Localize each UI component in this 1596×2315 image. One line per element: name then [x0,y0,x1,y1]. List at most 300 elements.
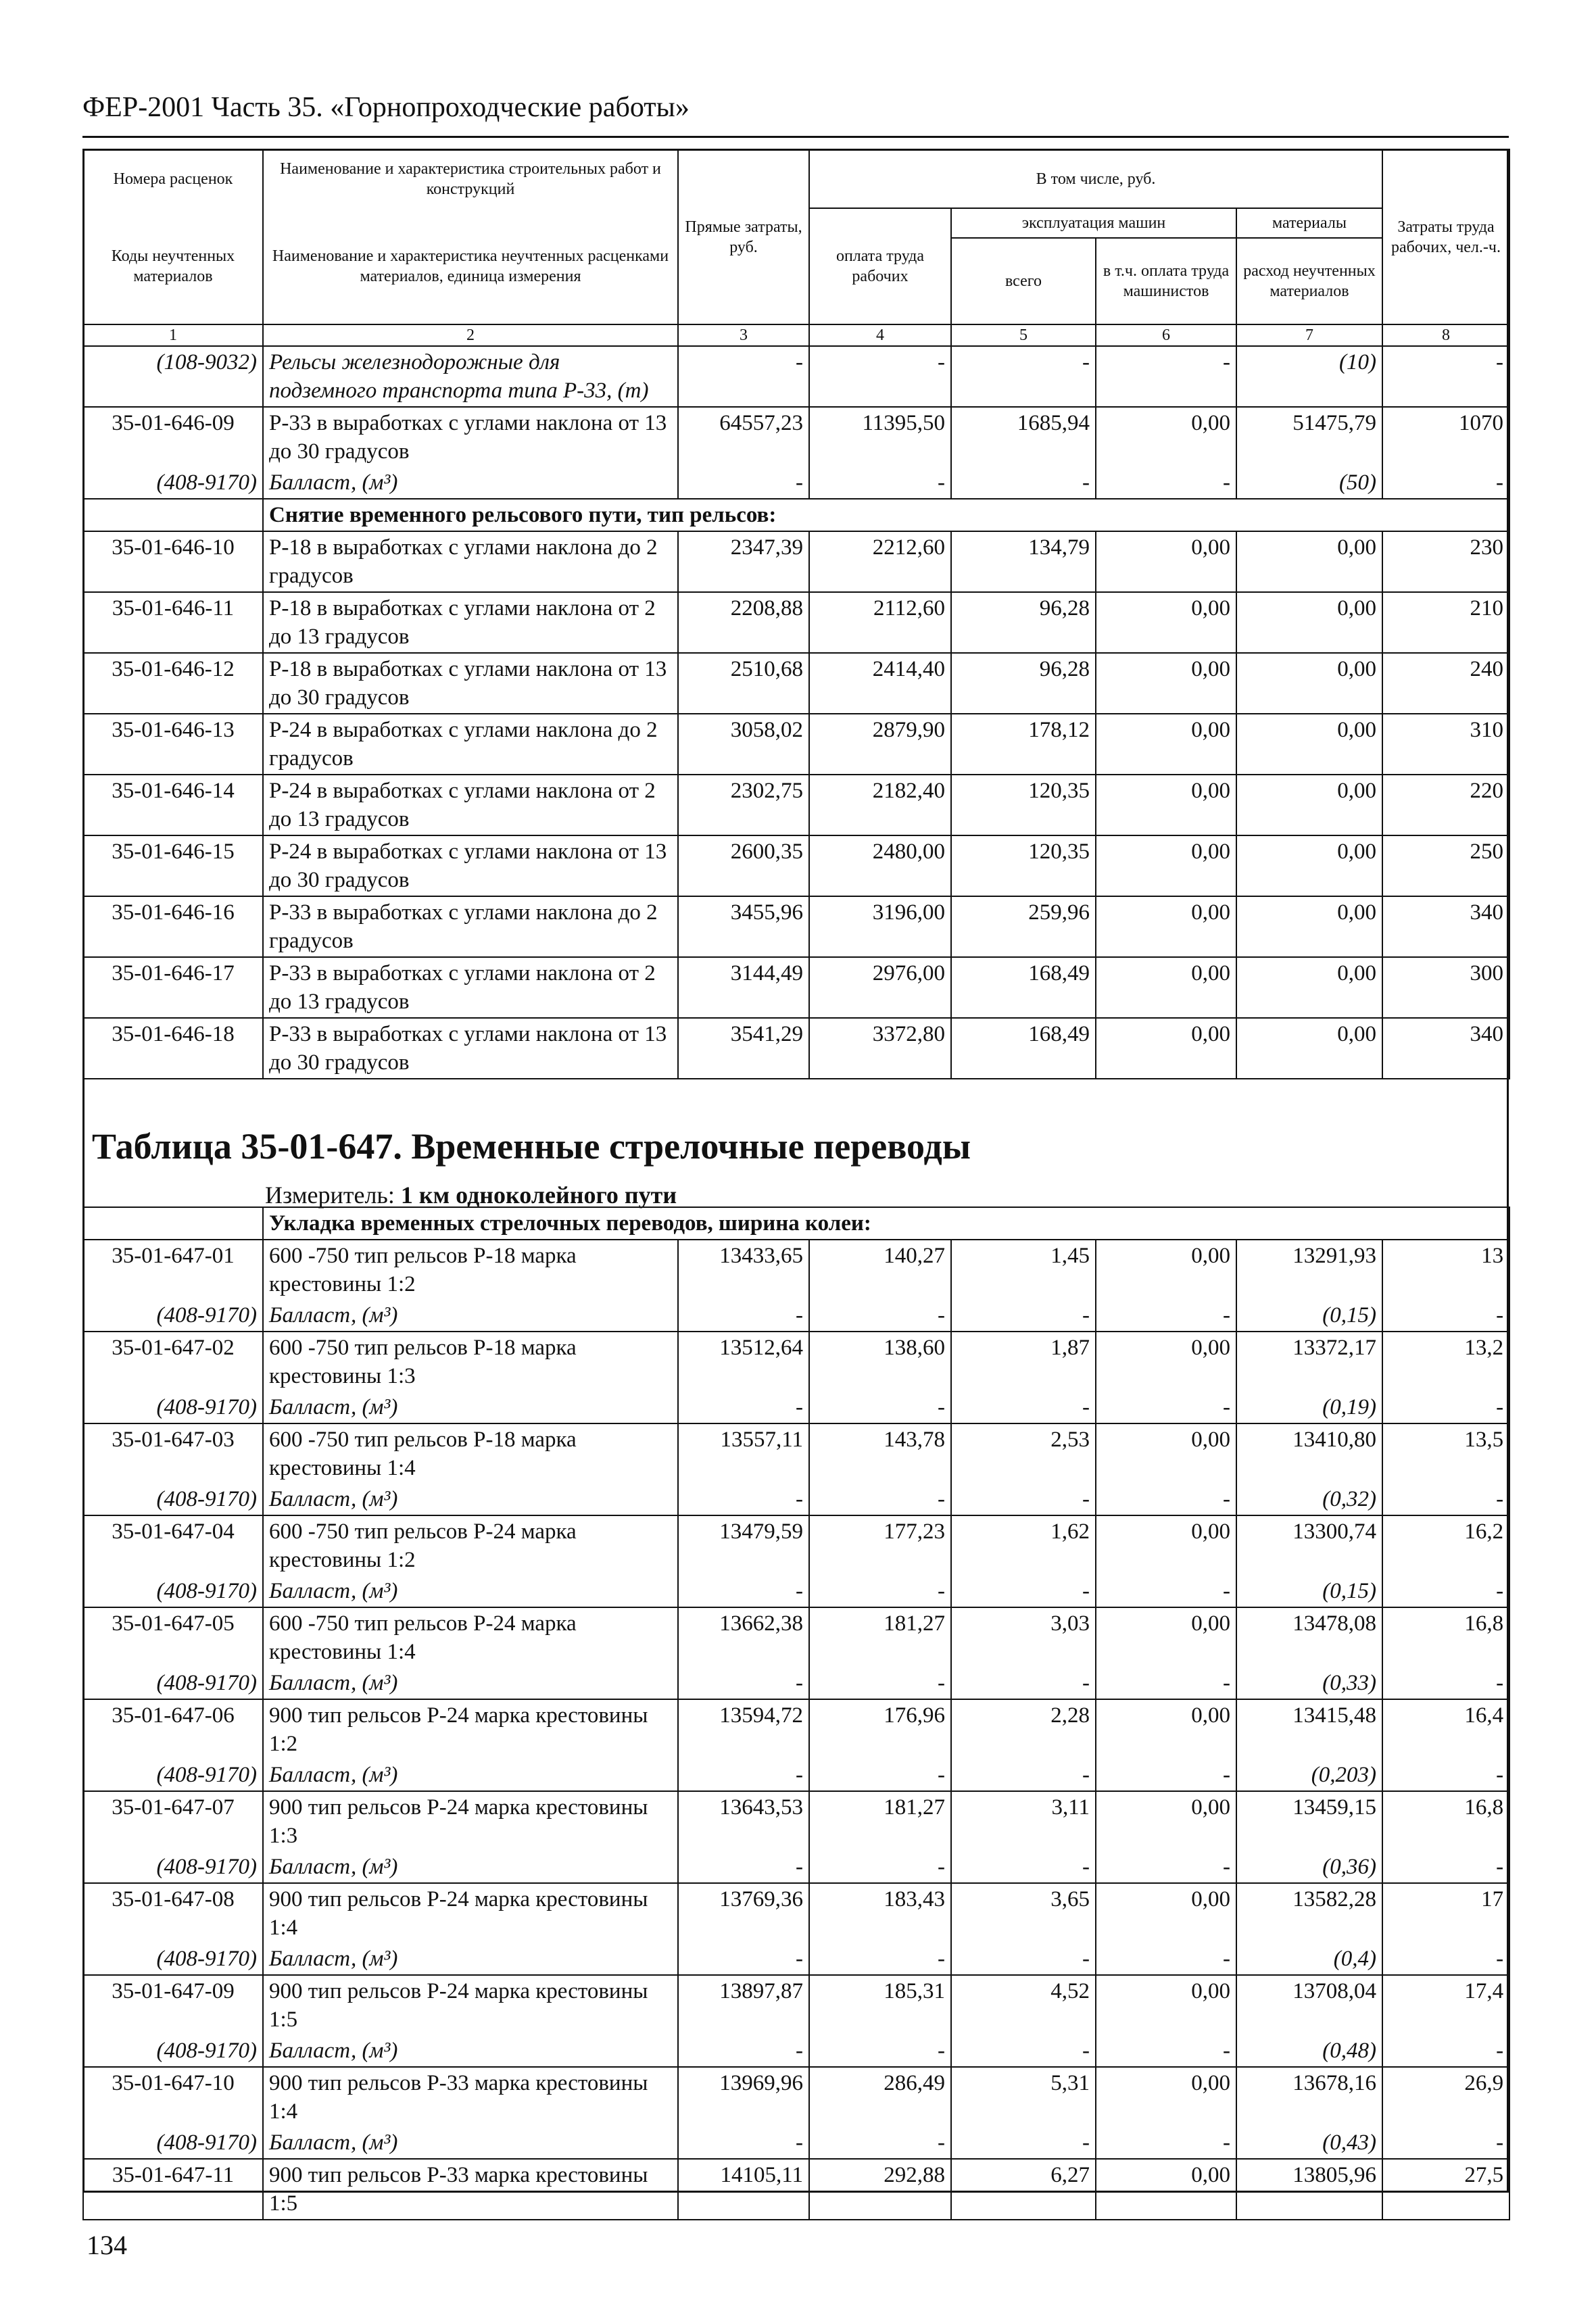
materials: 0,00 [1236,835,1382,896]
direct-cost: 13512,64 [678,1332,809,1392]
machines-pay: 0,00 [1096,1240,1236,1300]
machines-total: 134,79 [951,531,1096,592]
direct-cost: - [678,1943,809,1975]
labor-hours: - [1382,1576,1509,1607]
table-row [83,653,1509,714]
machines-total: 178,12 [951,714,1096,775]
machines-pay: 0,00 [1096,775,1236,835]
machines-pay: 0,00 [1096,407,1236,467]
rate-code: 35-01-647-01 [83,1240,263,1300]
labor-pay: 3196,00 [809,896,951,957]
ballast-row [83,1576,1509,1607]
direct-cost: - [678,1851,809,1883]
ballast-code: (408-9170) [83,1484,263,1515]
header-direct: Прямые затраты, руб. [678,149,809,324]
materials: 0,00 [1236,531,1382,592]
materials: (0,4) [1236,1943,1382,1975]
labor-pay: 2212,60 [809,531,951,592]
machines-total: - [951,2127,1096,2159]
labor-pay: 2182,40 [809,775,951,835]
labor-pay: - [809,2035,951,2067]
col-idx: 7 [1236,324,1382,346]
rate-name: Р-33 в выработках с углами наклона от 13 до 30 градусов [263,407,678,467]
rates-table [82,149,1510,1211]
rate-code: 35-01-647-08 [83,1883,263,1943]
rate-name: Р-24 в выработках с углами наклона от 13 до 30 градусов [263,835,678,896]
labor-pay: - [809,1576,951,1607]
rate-code: 35-01-646-09 [83,407,263,467]
rate-code: (108-9032) [83,346,263,407]
direct-cost: 3541,29 [678,1018,809,1079]
ballast-name: Балласт, (м³) [263,1300,678,1332]
machines-pay: - [1096,1484,1236,1515]
labor-pay: 3372,80 [809,1018,951,1079]
materials: (0,32) [1236,1484,1382,1515]
direct-cost: 13479,59 [678,1515,809,1576]
machines-pay: - [1096,2127,1236,2159]
rate-name: 900 тип рельсов Р-24 марка крестовины 1:4 [263,1883,678,1943]
machines-total: - [951,1392,1096,1423]
table-row [83,1699,1509,1759]
labor-hours: 13 [1382,1240,1509,1300]
labor-pay: - [809,467,951,499]
labor-pay: 181,27 [809,1791,951,1851]
col-idx: 8 [1382,324,1509,346]
table-row [83,407,1509,467]
labor-pay: 181,27 [809,1607,951,1667]
materials: 0,00 [1236,896,1382,957]
table-row [83,775,1509,835]
materials: (50) [1236,467,1382,499]
materials: 0,00 [1236,592,1382,653]
labor-hours: - [1382,346,1509,407]
ballast-code: (408-9170) [83,1943,263,1975]
table-row [83,1240,1509,1300]
rate-name: 600 -750 тип рельсов Р-18 марка крестовины 1:2 [263,1240,678,1300]
machines-total: 3,11 [951,1791,1096,1851]
rate-name: Р-24 в выработках с углами наклона до 2 градусов [263,714,678,775]
table-row [83,1607,1509,1667]
machines-total: 1,62 [951,1515,1096,1576]
labor-pay: - [809,2127,951,2159]
labor-pay: 140,27 [809,1240,951,1300]
rate-code: 35-01-647-05 [83,1607,263,1667]
table-row [83,1423,1509,1484]
rate-code: 35-01-646-16 [83,896,263,957]
machines-pay: - [1096,1667,1236,1699]
materials: (0,43) [1236,2127,1382,2159]
ballast-name: Балласт, (м³) [263,1392,678,1423]
direct-cost: 13969,96 [678,2067,809,2127]
machines-pay: - [1096,2035,1236,2067]
machines-pay: - [1096,1759,1236,1791]
labor-hours: - [1382,1484,1509,1515]
col-idx: 6 [1096,324,1236,346]
labor-hours: 16,8 [1382,1791,1509,1851]
labor-hours: - [1382,467,1509,499]
machines-total: 1,45 [951,1240,1096,1300]
machines-pay: - [1096,1392,1236,1423]
machines-total: - [951,1759,1096,1791]
labor-hours: - [1382,1667,1509,1699]
rate-name: 900 тип рельсов Р-24 марка крестовины 1:2 [263,1699,678,1759]
labor-hours: 250 [1382,835,1509,896]
rate-name: 600 -750 тип рельсов Р-24 марка крестовины 1:2 [263,1515,678,1576]
header-incl-pay: в т.ч. оплата труда машинистов [1096,238,1236,324]
machines-pay: 0,00 [1096,1607,1236,1667]
labor-hours: - [1382,1759,1509,1791]
rate-name: Р-18 в выработках с углами наклона от 2 до 13 градусов [263,592,678,653]
col-idx: 5 [951,324,1096,346]
ballast-name: Балласт, (м³) [263,1943,678,1975]
meter-value: 1 км одноколейного пути [400,1181,677,1209]
direct-cost: 2302,75 [678,775,809,835]
table-row [83,1332,1509,1392]
machines-pay: 0,00 [1096,957,1236,1018]
ballast-row [83,1667,1509,1699]
materials: 13291,93 [1236,1240,1382,1300]
rate-code: 35-01-646-15 [83,835,263,896]
rate-name: Рельсы железнодорожные для подземного транспорта типа Р-33, (т) [263,346,678,407]
machines-total: 4,52 [951,1975,1096,2035]
header-name: Наименование и характеристика строительных работ и конструкций [263,149,678,208]
page-header: ФЕР-2001 Часть 35. «Горнопроходческие работы» [82,91,1509,138]
materials: 13459,15 [1236,1791,1382,1851]
rate-code: 35-01-646-17 [83,957,263,1018]
direct-cost: 2600,35 [678,835,809,896]
column-index-row [83,324,1509,346]
rate-name: 900 тип рельсов Р-33 марка крестовины 1:5 [263,2159,678,2220]
materials: (10) [1236,346,1382,407]
rate-code: 35-01-646-12 [83,653,263,714]
labor-pay: - [809,1667,951,1699]
header-row-1 [83,149,1509,208]
direct-cost: 13769,36 [678,1883,809,1943]
materials: 13410,80 [1236,1423,1382,1484]
machines-total: 3,65 [951,1883,1096,1943]
labor-pay: 2976,00 [809,957,951,1018]
machines-total: 1685,94 [951,407,1096,467]
labor-hours: - [1382,1943,1509,1975]
section-spacer [83,499,263,531]
machines-pay: 0,00 [1096,1699,1236,1759]
table-row [83,1883,1509,1943]
header-codes: Коды неучтенных материалов [83,208,263,324]
machines-total: 1,87 [951,1332,1096,1392]
direct-cost: - [678,1484,809,1515]
rate-code: 35-01-647-09 [83,1975,263,2035]
machines-total: - [951,1667,1096,1699]
materials: 13678,16 [1236,2067,1382,2127]
labor-pay: - [809,1300,951,1332]
meter-label: Измеритель: [265,1181,395,1209]
ballast-row [83,1300,1509,1332]
materials: 13372,17 [1236,1332,1382,1392]
direct-cost: - [678,467,809,499]
labor-hours: 240 [1382,653,1509,714]
materials: (0,48) [1236,2035,1382,2067]
materials: 0,00 [1236,775,1382,835]
labor-hours: 340 [1382,1018,1509,1079]
machines-total: - [951,467,1096,499]
ballast-name: Балласт, (м³) [263,1851,678,1883]
machines-total: 2,28 [951,1699,1096,1759]
ballast-code: (408-9170) [83,1667,263,1699]
labor-pay: 185,31 [809,1975,951,2035]
ballast-name: Балласт, (м³) [263,2127,678,2159]
table-row [83,346,1509,407]
header-pay: оплата труда рабочих [809,208,951,324]
ballast-code: (408-9170) [83,1851,263,1883]
rate-code: (408-9170) [83,467,263,499]
direct-cost: - [678,2127,809,2159]
labor-pay: - [809,346,951,407]
labor-hours: 340 [1382,896,1509,957]
table-row [83,2067,1509,2127]
machines-pay: 0,00 [1096,896,1236,957]
materials: (0,203) [1236,1759,1382,1791]
rate-code: 35-01-647-07 [83,1791,263,1851]
header-consumption: расход неучтенных материалов [1236,238,1382,324]
rate-code: 35-01-646-10 [83,531,263,592]
direct-cost: - [678,1576,809,1607]
ballast-code: (408-9170) [83,2035,263,2067]
machines-pay: - [1096,1300,1236,1332]
direct-cost: 2510,68 [678,653,809,714]
machines-total: 96,28 [951,653,1096,714]
ballast-code: (408-9170) [83,1300,263,1332]
labor-hours: 27,5 [1382,2159,1509,2220]
rate-name: Балласт, (м³) [263,467,678,499]
header-materials: материалы [1236,208,1382,238]
col-idx: 4 [809,324,951,346]
materials: 51475,79 [1236,407,1382,467]
rate-name: 600 -750 тип рельсов Р-18 марка крестовины 1:4 [263,1423,678,1484]
machines-total: 120,35 [951,835,1096,896]
ballast-name: Балласт, (м³) [263,1484,678,1515]
direct-cost: 14105,11 [678,2159,809,2220]
direct-cost: - [678,346,809,407]
machines-total: 120,35 [951,775,1096,835]
labor-pay: 143,78 [809,1423,951,1484]
machines-total: 6,27 [951,2159,1096,2220]
ballast-name: Балласт, (м³) [263,2035,678,2067]
ballast-code: (408-9170) [83,1576,263,1607]
ballast-row [83,2035,1509,2067]
labor-hours: 300 [1382,957,1509,1018]
section-title: Укладка временных стрелочных переводов, ширина колеи: [263,1207,1509,1240]
labor-hours: 310 [1382,714,1509,775]
labor-pay: 2112,60 [809,592,951,653]
direct-cost: 13897,87 [678,1975,809,2035]
col-idx: 3 [678,324,809,346]
direct-cost: 3058,02 [678,714,809,775]
labor-pay: 2414,40 [809,653,951,714]
rate-name: Р-24 в выработках с углами наклона от 2 до 13 градусов [263,775,678,835]
switches-table [82,1207,1510,2220]
labor-hours: 230 [1382,531,1509,592]
machines-total: 96,28 [951,592,1096,653]
materials: 13582,28 [1236,1883,1382,1943]
machines-total: - [951,1851,1096,1883]
direct-cost: 2347,39 [678,531,809,592]
machines-pay: - [1096,346,1236,407]
rate-code: 35-01-646-18 [83,1018,263,1079]
labor-hours: 16,2 [1382,1515,1509,1576]
materials: 0,00 [1236,957,1382,1018]
machines-pay: 0,00 [1096,1883,1236,1943]
table-row [83,592,1509,653]
rate-code: 35-01-647-10 [83,2067,263,2127]
labor-pay: 2480,00 [809,835,951,896]
ballast-name: Балласт, (м³) [263,1667,678,1699]
labor-hours: 1070 [1382,407,1509,467]
header-labor: Затраты труда рабочих, чел.-ч. [1382,149,1509,324]
machines-total: 5,31 [951,2067,1096,2127]
ballast-row [83,2127,1509,2159]
table-row [83,835,1509,896]
machines-total: - [951,2035,1096,2067]
labor-pay: 286,49 [809,2067,951,2127]
direct-cost: 13643,53 [678,1791,809,1851]
rate-code: 35-01-647-03 [83,1423,263,1484]
materials: 13478,08 [1236,1607,1382,1667]
machines-pay: - [1096,1943,1236,1975]
ballast-name: Балласт, (м³) [263,1759,678,1791]
machines-total: 259,96 [951,896,1096,957]
materials: 0,00 [1236,714,1382,775]
machines-pay: 0,00 [1096,592,1236,653]
meter-line [265,1181,677,1209]
rate-name: 900 тип рельсов Р-24 марка крестовины 1:3 [263,1791,678,1851]
col-idx: 2 [263,324,678,346]
table-row [83,714,1509,775]
labor-pay: - [809,1943,951,1975]
labor-pay: 292,88 [809,2159,951,2220]
materials: 13415,48 [1236,1699,1382,1759]
direct-cost: 3144,49 [678,957,809,1018]
machines-pay: 0,00 [1096,1975,1236,2035]
labor-hours: - [1382,1851,1509,1883]
direct-cost: 3455,96 [678,896,809,957]
rate-name: Р-33 в выработках с углами наклона от 2 до 13 градусов [263,957,678,1018]
labor-hours: 16,4 [1382,1699,1509,1759]
rate-name: 900 тип рельсов Р-24 марка крестовины 1:5 [263,1975,678,2035]
rate-code: 35-01-647-06 [83,1699,263,1759]
labor-pay: 183,43 [809,1883,951,1943]
machines-total: 3,03 [951,1607,1096,1667]
direct-cost: - [678,1759,809,1791]
direct-cost: - [678,1392,809,1423]
col-idx: 1 [83,324,263,346]
machines-pay: 0,00 [1096,1332,1236,1392]
machines-total: 2,53 [951,1423,1096,1484]
table-row [83,1975,1509,2035]
machines-pay: 0,00 [1096,2067,1236,2127]
labor-hours: 220 [1382,775,1509,835]
rate-code: 35-01-647-02 [83,1332,263,1392]
rate-code: 35-01-647-04 [83,1515,263,1576]
rate-name: Р-18 в выработках с углами наклона до 2 градусов [263,531,678,592]
header-name2: Наименование и характеристика неучтенных расценками материалов, единица измерения [263,208,678,324]
table-row [83,957,1509,1018]
machines-total: - [951,1576,1096,1607]
labor-pay: - [809,1759,951,1791]
table-title: Таблица 35-01-647. Временные стрелочные переводы [92,1126,971,1167]
machines-pay: 0,00 [1096,714,1236,775]
labor-hours: 13,5 [1382,1423,1509,1484]
labor-hours: 16,8 [1382,1607,1509,1667]
machines-total: - [951,1484,1096,1515]
machines-total: - [951,1943,1096,1975]
machines-pay: 0,00 [1096,1423,1236,1484]
machines-pay: 0,00 [1096,531,1236,592]
rate-name: 600 -750 тип рельсов Р-18 марка крестовины 1:3 [263,1332,678,1392]
ballast-row [83,1851,1509,1883]
ballast-row [83,1392,1509,1423]
table-row [83,2159,1509,2220]
materials: (0,15) [1236,1300,1382,1332]
direct-cost: 13557,11 [678,1423,809,1484]
page-number: 134 [87,2230,127,2260]
labor-pay: 177,23 [809,1515,951,1576]
labor-hours: - [1382,1392,1509,1423]
section-title: Снятие временного рельсового пути, тип рельсов: [263,499,1509,531]
ballast-row [83,1484,1509,1515]
labor-pay: - [809,1484,951,1515]
section-row [83,499,1509,531]
ballast-name: Балласт, (м³) [263,1576,678,1607]
labor-hours: 17 [1382,1883,1509,1943]
direct-cost: - [678,2035,809,2067]
labor-pay: - [809,1392,951,1423]
header-machines: эксплуатация машин [951,208,1236,238]
ballast-row [83,1943,1509,1975]
labor-hours: 26,9 [1382,2067,1509,2127]
direct-cost: 2208,88 [678,592,809,653]
table-row [83,1018,1509,1079]
rate-name: Р-18 в выработках с углами наклона от 13 до 30 градусов [263,653,678,714]
machines-total: 168,49 [951,957,1096,1018]
ballast-code: (408-9170) [83,1392,263,1423]
machines-pay: 0,00 [1096,1018,1236,1079]
labor-pay: 138,60 [809,1332,951,1392]
rate-code: 35-01-646-13 [83,714,263,775]
machines-total: - [951,1300,1096,1332]
table-row [83,531,1509,592]
table-row [83,1515,1509,1576]
materials: (0,33) [1236,1667,1382,1699]
machines-pay: - [1096,1576,1236,1607]
materials: (0,36) [1236,1851,1382,1883]
labor-pay: 11395,50 [809,407,951,467]
table-row [83,467,1509,499]
ballast-row [83,1759,1509,1791]
machines-pay: - [1096,1851,1236,1883]
table-row [83,896,1509,957]
machines-pay: 0,00 [1096,653,1236,714]
rate-name: 900 тип рельсов Р-33 марка крестовины 1:4 [263,2067,678,2127]
materials: 13805,96 [1236,2159,1382,2220]
machines-pay: - [1096,467,1236,499]
labor-pay: 176,96 [809,1699,951,1759]
machines-pay: 0,00 [1096,1791,1236,1851]
rate-name: Р-33 в выработках с углами наклона от 13 до 30 градусов [263,1018,678,1079]
table-row [83,1791,1509,1851]
ballast-code: (408-9170) [83,1759,263,1791]
labor-hours: 13,2 [1382,1332,1509,1392]
header-incl: В том числе, руб. [809,149,1382,208]
